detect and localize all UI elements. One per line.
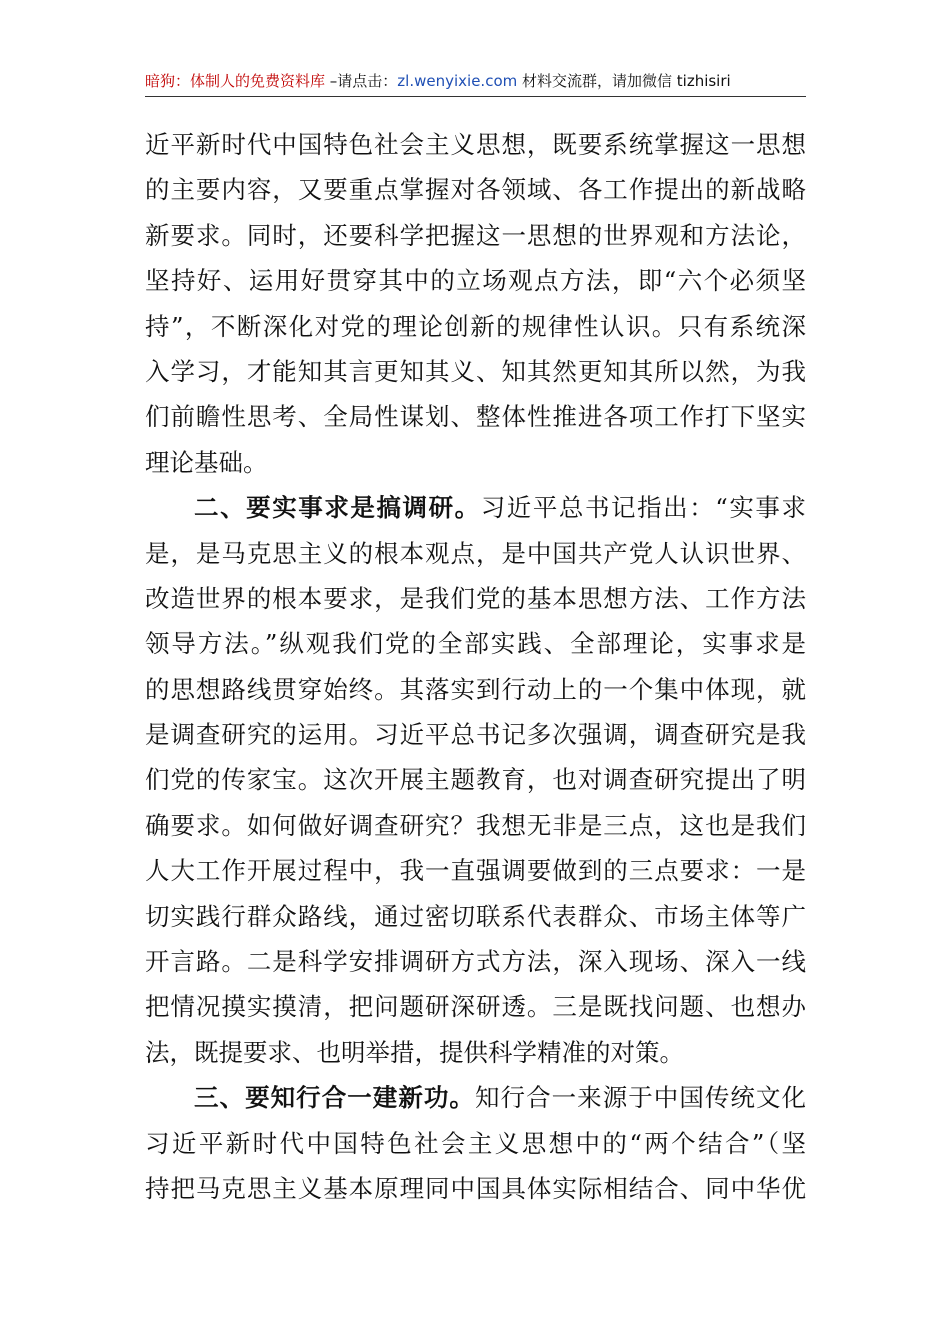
text-line: 的思想路线贯穿始终。其落实到行动上的一个集中体现，就 xyxy=(145,674,806,704)
header-click-prompt: –请点击： xyxy=(325,72,398,90)
text-line: 把情况摸实摸清，把问题研深研透。三是既找问题、也想办 xyxy=(145,992,806,1022)
text-line: 们前瞻性思考、全局性谋划、整体性推进各项工作打下坚实 xyxy=(145,402,806,432)
paragraph-first-line xyxy=(145,1075,806,1120)
text-line: 切实践行群众路线，通过密切联系代表群众、市场主体等广 xyxy=(145,901,806,931)
text-line: 领导方法。”纵观我们党的全部实践、全部理论，实事求是 xyxy=(145,629,806,659)
section-heading: 三、要知行合一建新功。 xyxy=(194,1083,475,1113)
text-span: 知行合一来源于中国传统文化 xyxy=(474,1083,807,1113)
text-line: 是调查研究的运用。习近平总书记多次强调，调查研究是我 xyxy=(145,720,806,750)
text-line: 确要求。如何做好调查研究？我想无非是三点，这也是我们 xyxy=(145,810,806,840)
header-wechat-note: 材料交流群，请加微信 tizhisiri xyxy=(517,72,731,90)
text-line: 新要求。同时，还要科学把握这一思想的世界观和方法论， xyxy=(145,220,806,250)
text-line: 持把马克思主义基本原理同中国具体实际相结合、同中华优 xyxy=(145,1173,806,1203)
text-line: 人大工作开展过程中，我一直强调要做到的三点要求：一是 xyxy=(145,856,806,886)
header-site-name: 暗狗：体制人的免费资料库 xyxy=(145,72,326,90)
text-line: 坚持好、运用好贯穿其中的立场观点方法，即“六个必须坚 xyxy=(145,266,806,296)
text-line: 持”，不断深化对党的理论创新的规律性认识。只有系统深 xyxy=(145,311,806,341)
text-line: 的主要内容，又要重点掌握对各领域、各工作提出的新战略 xyxy=(145,175,806,205)
text-line: 入学习，才能知其言更知其义、知其然更知其所以然，为我 xyxy=(145,356,806,386)
paragraph-first-line xyxy=(145,485,806,530)
text-line: 改造世界的根本要求，是我们党的基本思想方法、工作方法 xyxy=(145,583,806,613)
text-line: 法，既提要求、也明举措，提供科学精准的对策。 xyxy=(145,1037,684,1067)
text-line: 是，是马克思主义的根本观点，是中国共产党人认识世界、 xyxy=(145,538,806,568)
section-heading: 二、要实事求是搞调研。 xyxy=(194,493,481,523)
header-site-link[interactable]: zl.wenyixie.com xyxy=(397,72,518,90)
text-line: 习近平新时代中国特色社会主义思想中的“两个结合”（坚 xyxy=(145,1128,806,1158)
text-line: 开言路。二是科学安排调研方式方法，深入现场、深入一线 xyxy=(145,947,806,977)
text-line: 近平新时代中国特色社会主义思想，既要系统掌握这一思想 xyxy=(145,130,806,159)
document-body xyxy=(145,122,806,1211)
text-line: 们党的传家宝。这次开展主题教育，也对调查研究提出了明 xyxy=(145,765,806,795)
text-line: 理论基础。 xyxy=(145,447,268,477)
page-header xyxy=(145,68,806,97)
text-span: 习近平总书记指出：“实事求 xyxy=(480,493,806,523)
